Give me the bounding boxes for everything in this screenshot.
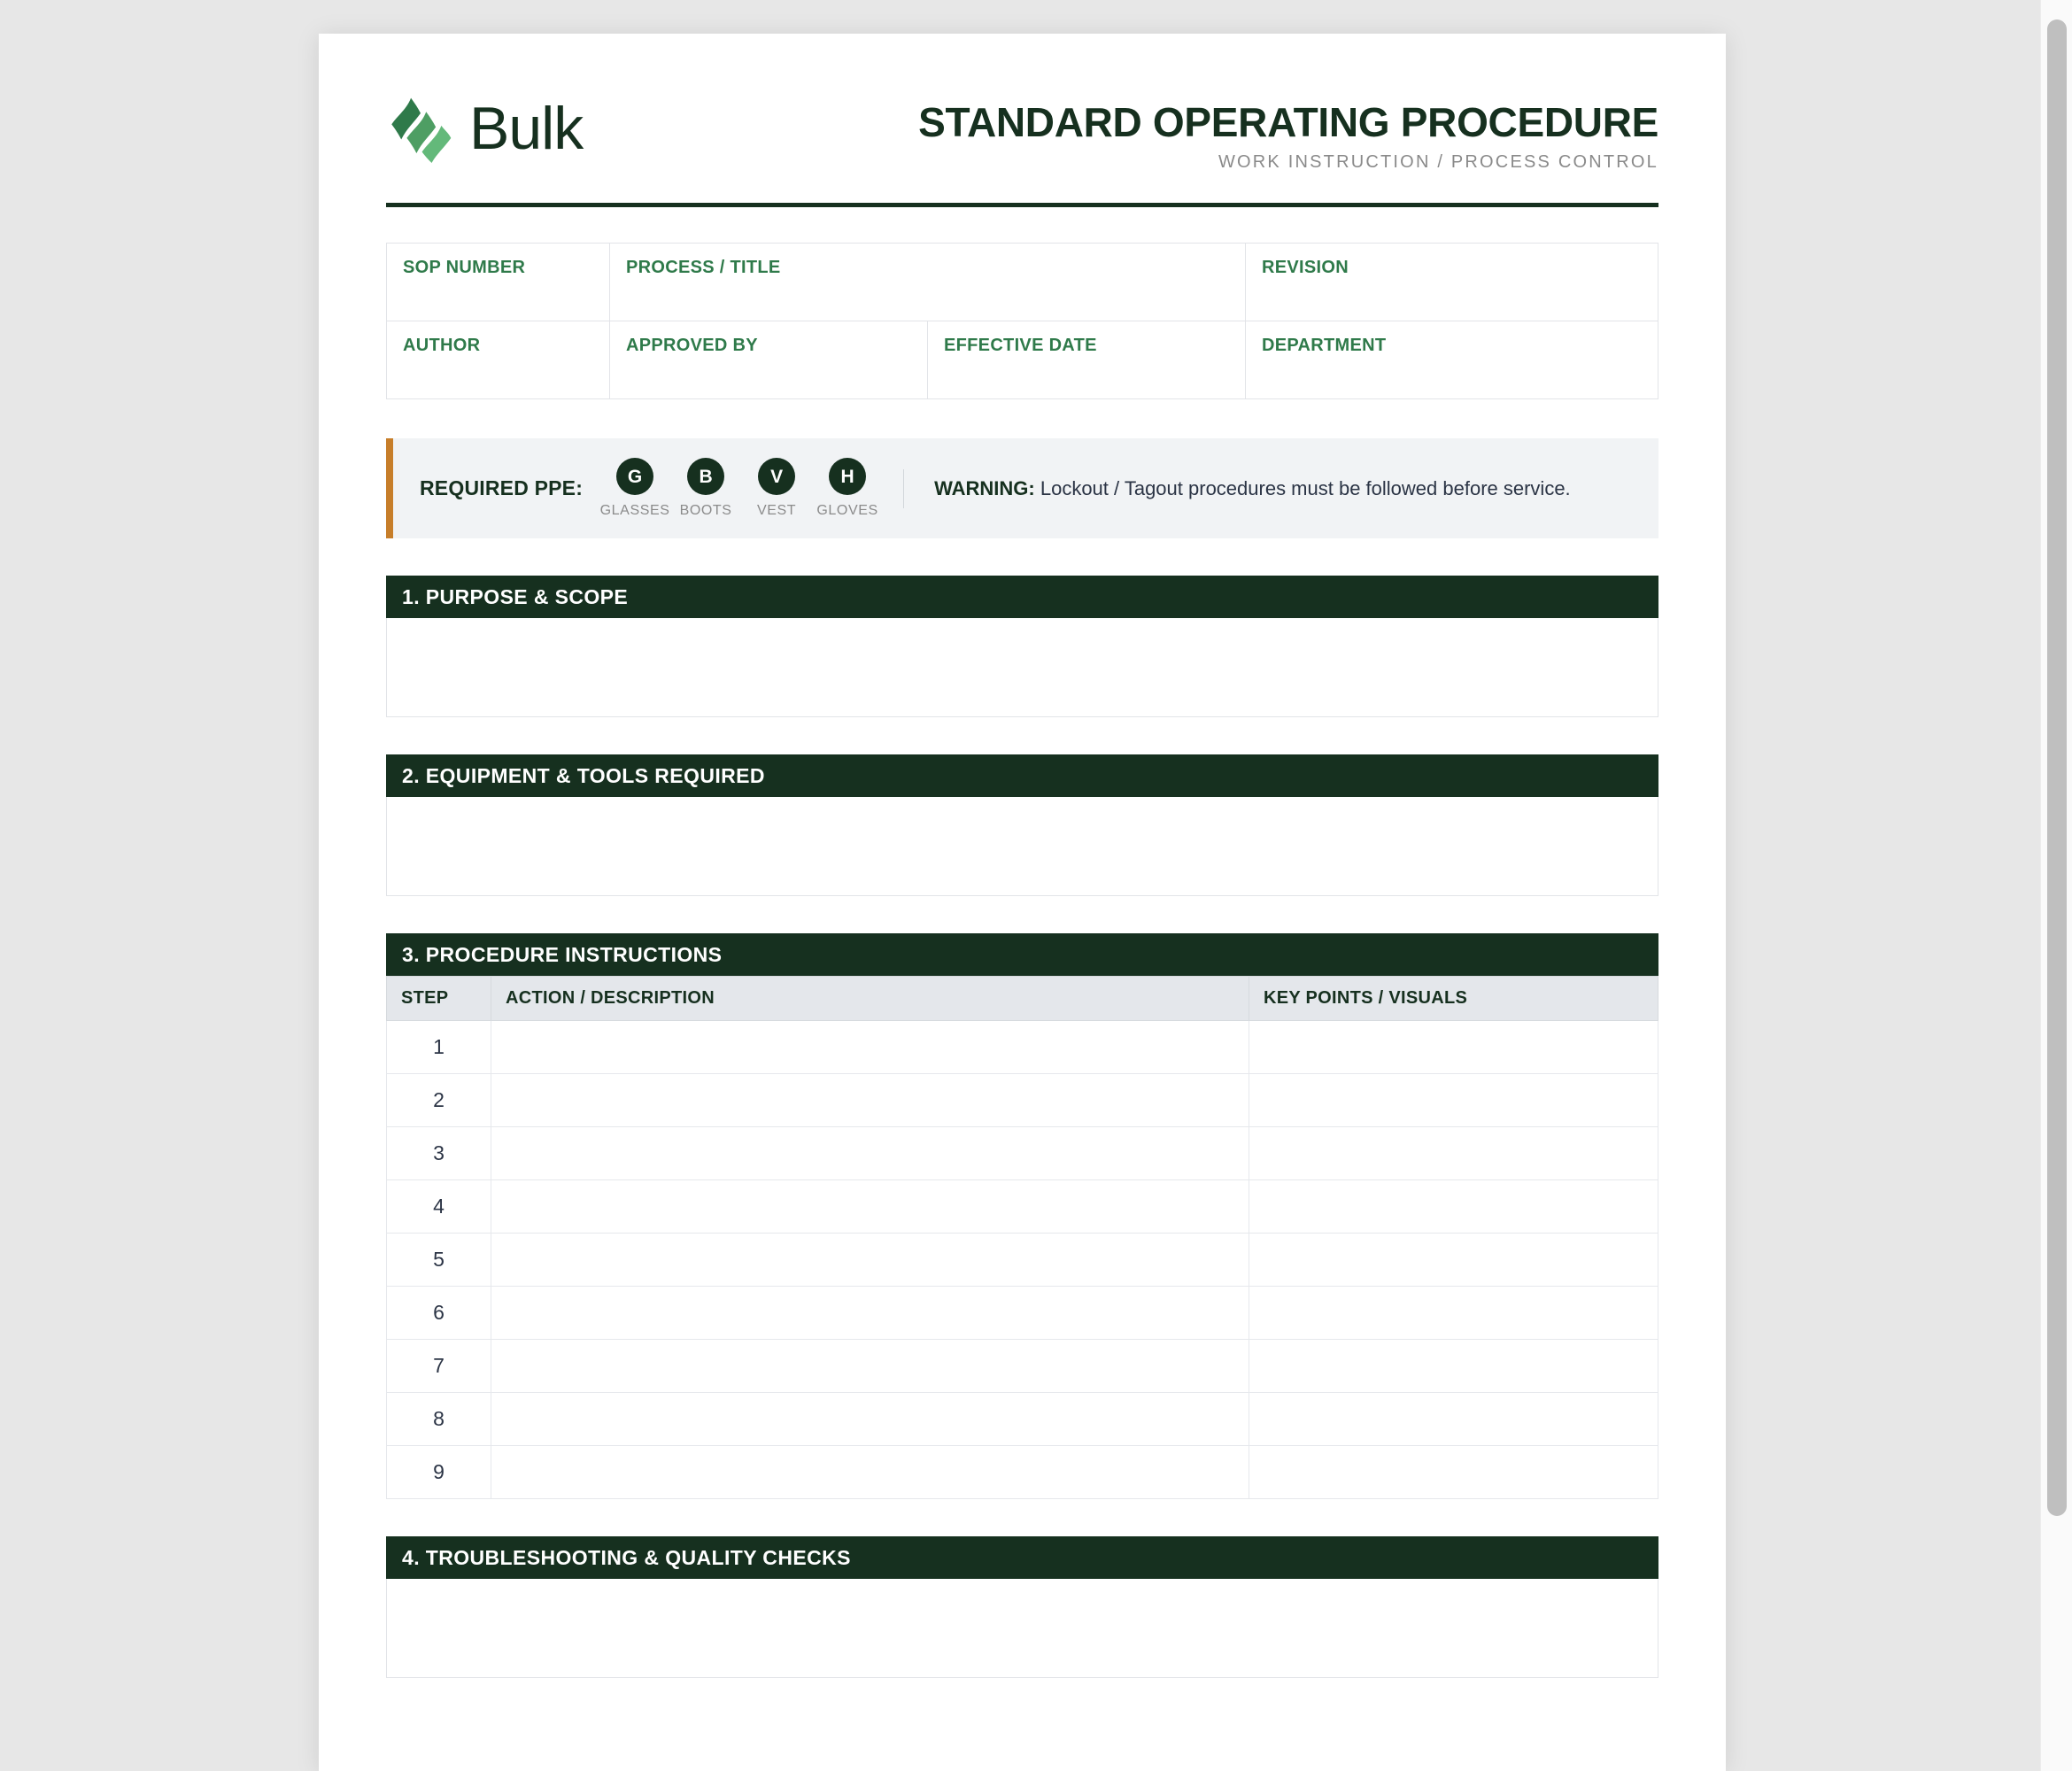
table-row <box>387 321 1658 399</box>
ppe-item-label: GLASSES <box>599 503 670 519</box>
step-action-input[interactable] <box>491 1127 1249 1180</box>
table-row <box>387 1180 1658 1234</box>
ppe-item-label: GLOVES <box>816 503 878 519</box>
table-row <box>387 1287 1658 1340</box>
required-ppe-label: REQUIRED PPE: <box>420 476 584 500</box>
field-label: REVISION <box>1262 258 1349 278</box>
step-action-input[interactable] <box>491 1287 1249 1340</box>
ppe-item-vest <box>747 458 806 519</box>
document-header <box>386 89 1658 207</box>
table-header-row <box>387 977 1658 1021</box>
vertical-scrollbar[interactable] <box>2040 0 2072 1771</box>
step-key-points-input[interactable] <box>1249 1127 1658 1180</box>
equipment-tools-input[interactable] <box>386 797 1658 896</box>
brand-lockup <box>386 89 583 163</box>
step-number: 9 <box>387 1446 491 1499</box>
ppe-item-glasses <box>599 458 670 519</box>
field-label: EFFECTIVE DATE <box>944 336 1097 356</box>
table-row <box>387 1446 1658 1499</box>
step-number: 6 <box>387 1287 491 1340</box>
warning-notice <box>934 476 1571 502</box>
warning-body: Lockout / Tagout procedures must be followed before service. <box>1034 476 1571 499</box>
step-action-input[interactable] <box>491 1446 1249 1499</box>
field-label: AUTHOR <box>403 336 481 356</box>
section-heading: 4. TROUBLESHOOTING & QUALITY CHECKS <box>386 1536 1658 1579</box>
vest-icon: V <box>758 458 795 495</box>
section-heading: 1. PURPOSE & SCOPE <box>386 576 1658 618</box>
field-sop-number[interactable] <box>387 244 610 321</box>
step-number: 4 <box>387 1180 491 1234</box>
ppe-item-label: BOOTS <box>679 503 732 519</box>
ppe-icon-list <box>599 458 878 519</box>
section-equipment-tools <box>386 754 1658 896</box>
step-key-points-input[interactable] <box>1249 1393 1658 1446</box>
field-label: DEPARTMENT <box>1262 336 1387 356</box>
step-action-input[interactable] <box>491 1021 1249 1074</box>
step-key-points-input[interactable] <box>1249 1287 1658 1340</box>
field-process-title[interactable] <box>610 244 1246 321</box>
ppe-item-label: VEST <box>756 503 797 519</box>
step-key-points-input[interactable] <box>1249 1074 1658 1127</box>
step-number: 8 <box>387 1393 491 1446</box>
gloves-icon: H <box>829 458 866 495</box>
page-title: STANDARD OPERATING PROCEDURE <box>918 99 1658 145</box>
purpose-scope-input[interactable] <box>386 618 1658 717</box>
table-row <box>387 244 1658 321</box>
table-row <box>387 1074 1658 1127</box>
section-troubleshooting-quality <box>386 1536 1658 1678</box>
field-approved-by[interactable] <box>610 321 928 399</box>
step-action-input[interactable] <box>491 1074 1249 1127</box>
step-key-points-input[interactable] <box>1249 1446 1658 1499</box>
field-label: PROCESS / TITLE <box>626 258 781 278</box>
table-row <box>387 1234 1658 1287</box>
section-heading: 3. PROCEDURE INSTRUCTIONS <box>386 933 1658 976</box>
step-key-points-input[interactable] <box>1249 1021 1658 1074</box>
ppe-item-boots <box>676 458 735 519</box>
bulk-logo-icon <box>386 94 455 163</box>
step-action-input[interactable] <box>491 1180 1249 1234</box>
field-effective-date[interactable] <box>928 321 1246 399</box>
field-department[interactable] <box>1246 321 1658 399</box>
step-action-input[interactable] <box>491 1234 1249 1287</box>
table-row <box>387 1021 1658 1074</box>
step-key-points-input[interactable] <box>1249 1340 1658 1393</box>
glasses-icon: G <box>616 458 653 495</box>
field-revision[interactable] <box>1246 244 1658 321</box>
step-number: 1 <box>387 1021 491 1074</box>
table-row <box>387 1127 1658 1180</box>
table-row <box>387 1340 1658 1393</box>
step-key-points-input[interactable] <box>1249 1180 1658 1234</box>
step-number: 3 <box>387 1127 491 1180</box>
step-action-input[interactable] <box>491 1340 1249 1393</box>
field-label: APPROVED BY <box>626 336 758 356</box>
section-heading: 2. EQUIPMENT & TOOLS REQUIRED <box>386 754 1658 797</box>
divider <box>903 469 904 508</box>
procedure-instructions-table <box>386 976 1658 1499</box>
column-header-key-points: KEY POINTS / VISUALS <box>1249 977 1658 1021</box>
section-purpose-scope <box>386 576 1658 717</box>
step-key-points-input[interactable] <box>1249 1234 1658 1287</box>
table-row <box>387 1393 1658 1446</box>
section-procedure-instructions <box>386 933 1658 1499</box>
boots-icon: B <box>687 458 724 495</box>
field-label: SOP NUMBER <box>403 258 526 278</box>
warning-prefix: WARNING: <box>934 476 1035 499</box>
ppe-item-gloves <box>818 458 877 519</box>
sop-document-page <box>319 34 1726 1771</box>
column-header-step: STEP <box>387 977 491 1021</box>
page-subtitle: WORK INSTRUCTION / PROCESS CONTROL <box>1218 152 1658 173</box>
step-number: 7 <box>387 1340 491 1393</box>
brand-name: Bulk <box>469 95 584 162</box>
scrollbar-thumb[interactable] <box>2047 19 2067 1516</box>
troubleshooting-input[interactable] <box>386 1579 1658 1678</box>
document-metadata-table <box>386 243 1658 399</box>
step-action-input[interactable] <box>491 1393 1249 1446</box>
step-number: 2 <box>387 1074 491 1127</box>
column-header-action: ACTION / DESCRIPTION <box>491 977 1249 1021</box>
required-ppe-bar <box>386 438 1658 538</box>
title-block <box>918 89 1658 173</box>
step-number: 5 <box>387 1234 491 1287</box>
field-author[interactable] <box>387 321 610 399</box>
